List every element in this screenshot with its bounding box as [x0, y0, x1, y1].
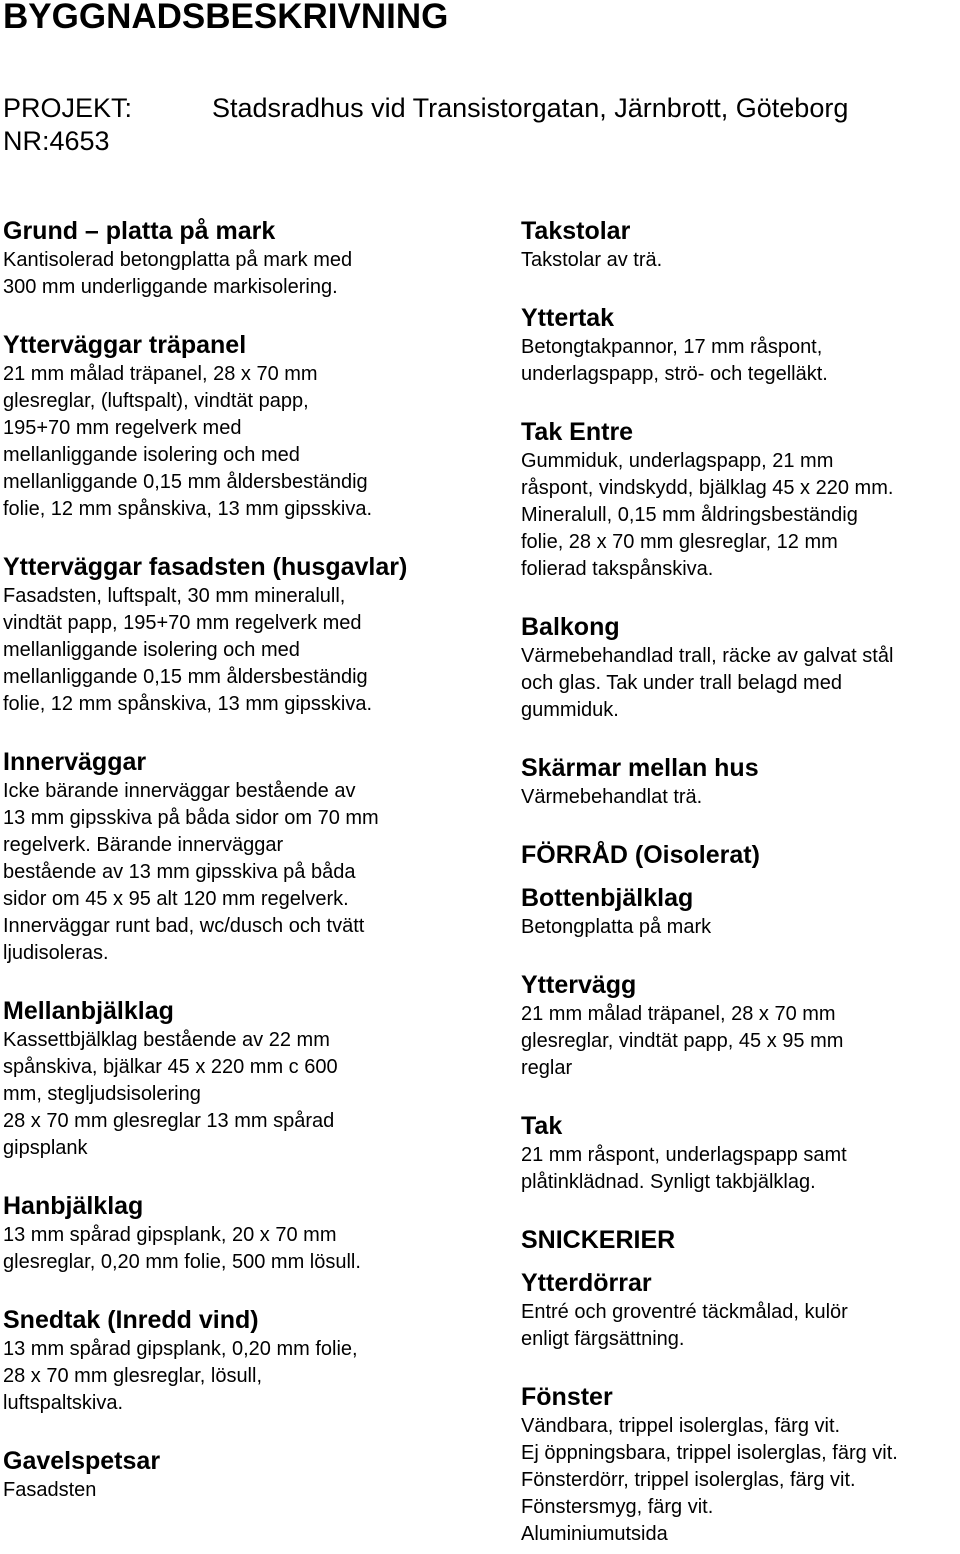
section-body: Värmebehandlat trä. [521, 786, 703, 808]
section-innerväggar [3, 747, 473, 967]
section-heading: Hanbjälklag [3, 1192, 144, 1220]
section-heading: Fönster [521, 1383, 613, 1411]
section-body: Takstolar av trä. [521, 249, 663, 271]
project-label: PROJEKT: [3, 93, 133, 123]
section-heading: Balkong [521, 613, 620, 641]
section-body: Kassettbjälklag bestående av 22 mm spånskiva, bjälkar 45 x 220 mm c 600 mm, stegljudsisolering 28 x 70 mm glesreglar 13 mm spårad gipsplank [3, 1029, 338, 1159]
document-title: BYGGNADSBESKRIVNING [3, 0, 449, 36]
section-body: Betongtakpannor, 17 mm råspont, underlagspapp, strö- och tegelläkt. [521, 336, 828, 385]
section-yttervägg [521, 970, 960, 1082]
project-number: NR:4653 [3, 126, 110, 156]
section-heading: Bottenbjälklag [521, 884, 694, 912]
section-body: Betongplatta på mark [521, 916, 712, 938]
section-body: Icke bärande innerväggar bestående av 13 mm gipsskiva på båda sidor om 70 mm regelverk. Bärande innerväggar bestående av 13 mm gipsskiva på båda sidor om 45 x 95 alt 120 mm regelverk. Innerväggar runt bad, wc/dusch och tvätt ljudisoleras. [3, 780, 379, 964]
section-mellanbjälklag [3, 996, 473, 1162]
section-heading: Takstolar [521, 217, 631, 245]
section-grund [3, 216, 473, 301]
section-yttertak [521, 303, 960, 388]
section-body: Fasadsten, luftspalt, 30 mm mineralull, vindtät papp, 195+70 mm regelverk med mellanliggande isolering och med mellanliggande 0,15 mm åldersbeständig folie, 12 mm spånskiva, 13 mm gipsskiva. [3, 585, 373, 715]
section-body: 13 mm spårad gipsplank, 0,20 mm folie, 28 x 70 mm glesreglar, lösull, luftspaltskiva. [3, 1338, 358, 1414]
section-heading: Grund – platta på mark [3, 217, 276, 245]
forrad-title: FÖRRÅD (Oisolerat) [521, 841, 760, 869]
section-body: 21 mm råspont, underlagspapp samt plåtinklädnad. Synligt takbjälklag. [521, 1144, 847, 1193]
section-takstolar [521, 216, 960, 274]
section-body: Kantisolerad betongplatta på mark med 300 mm underliggande markisolering. [3, 249, 353, 298]
section-body: 21 mm målad träpanel, 28 x 70 mm glesreglar, vindtät papp, 45 x 95 mm reglar [521, 1003, 844, 1079]
section-heading: Tak [521, 1112, 563, 1140]
left-column [3, 216, 473, 1504]
section-body: Gummiduk, underlagspapp, 21 mm råspont, vindskydd, bjälklag 45 x 220 mm. Mineralull, 0,15 mm åldringsbeständig folie, 28 x 70 mm glesreglar, 12 mm folierad takspånskiva. [521, 450, 894, 580]
section-body: Fasadsten [3, 1479, 97, 1501]
section-body: 21 mm målad träpanel, 28 x 70 mm glesreglar, (luftspalt), vindtät papp, 195+70 mm regelverk med mellanliggande isolering och med mellanliggande 0,15 mm åldersbeständig folie, 12 mm spånskiva, 13 mm gipsskiva. [3, 363, 373, 520]
section-heading: Yttervägg [521, 971, 637, 999]
section-snedtak [3, 1305, 473, 1417]
section-heading: Ytterdörrar [521, 1269, 652, 1297]
section-body: Entré och groventré täckmålad, kulör enligt färgsättning. [521, 1301, 848, 1350]
section-tak-entre [521, 417, 960, 583]
section-ytterväggar-träpanel [3, 330, 473, 523]
project-name: Stadsradhus vid Transistorgatan, Järnbrott, Göteborg [212, 93, 849, 123]
section-heading: Mellanbjälklag [3, 997, 174, 1025]
section-fönster [521, 1382, 960, 1548]
snickerier-title: SNICKERIER [521, 1226, 676, 1254]
section-body: 13 mm spårad gipsplank, 20 x 70 mm glesreglar, 0,20 mm folie, 500 mm lösull. [3, 1224, 361, 1273]
section-ytterdörrar [521, 1268, 960, 1353]
section-bottenbjälklag [521, 883, 960, 941]
section-heading: Snedtak (Inredd vind) [3, 1306, 259, 1334]
section-heading: Ytterväggar fasadsten (husgavlar) [3, 553, 408, 581]
section-gavelspetsar [3, 1446, 473, 1504]
section-heading: Skärmar mellan hus [521, 754, 759, 782]
section-body: Vändbara, trippel isolerglas, färg vit. Ej öppningsbara, trippel isolerglas, färg vit. Fönsterdörr, trippel isolerglas, färg vit. Fönstersmyg, färg vit. Aluminiumutsida [521, 1415, 898, 1545]
section-heading: Innerväggar [3, 748, 147, 776]
right-column [521, 216, 960, 1548]
section-body: Värmebehandlad trall, räcke av galvat stål och glas. Tak under trall belagd med gummiduk. [521, 645, 894, 721]
section-heading: Yttertak [521, 304, 615, 332]
section-heading: Gavelspetsar [3, 1447, 161, 1475]
section-heading: Tak Entre [521, 418, 634, 446]
section-skärmar [521, 753, 960, 811]
section-heading: Ytterväggar träpanel [3, 331, 247, 359]
section-ytterväggar-fasadsten [3, 552, 473, 718]
section-balkong [521, 612, 960, 724]
section-tak [521, 1111, 960, 1196]
section-hanbjälklag [3, 1191, 473, 1276]
